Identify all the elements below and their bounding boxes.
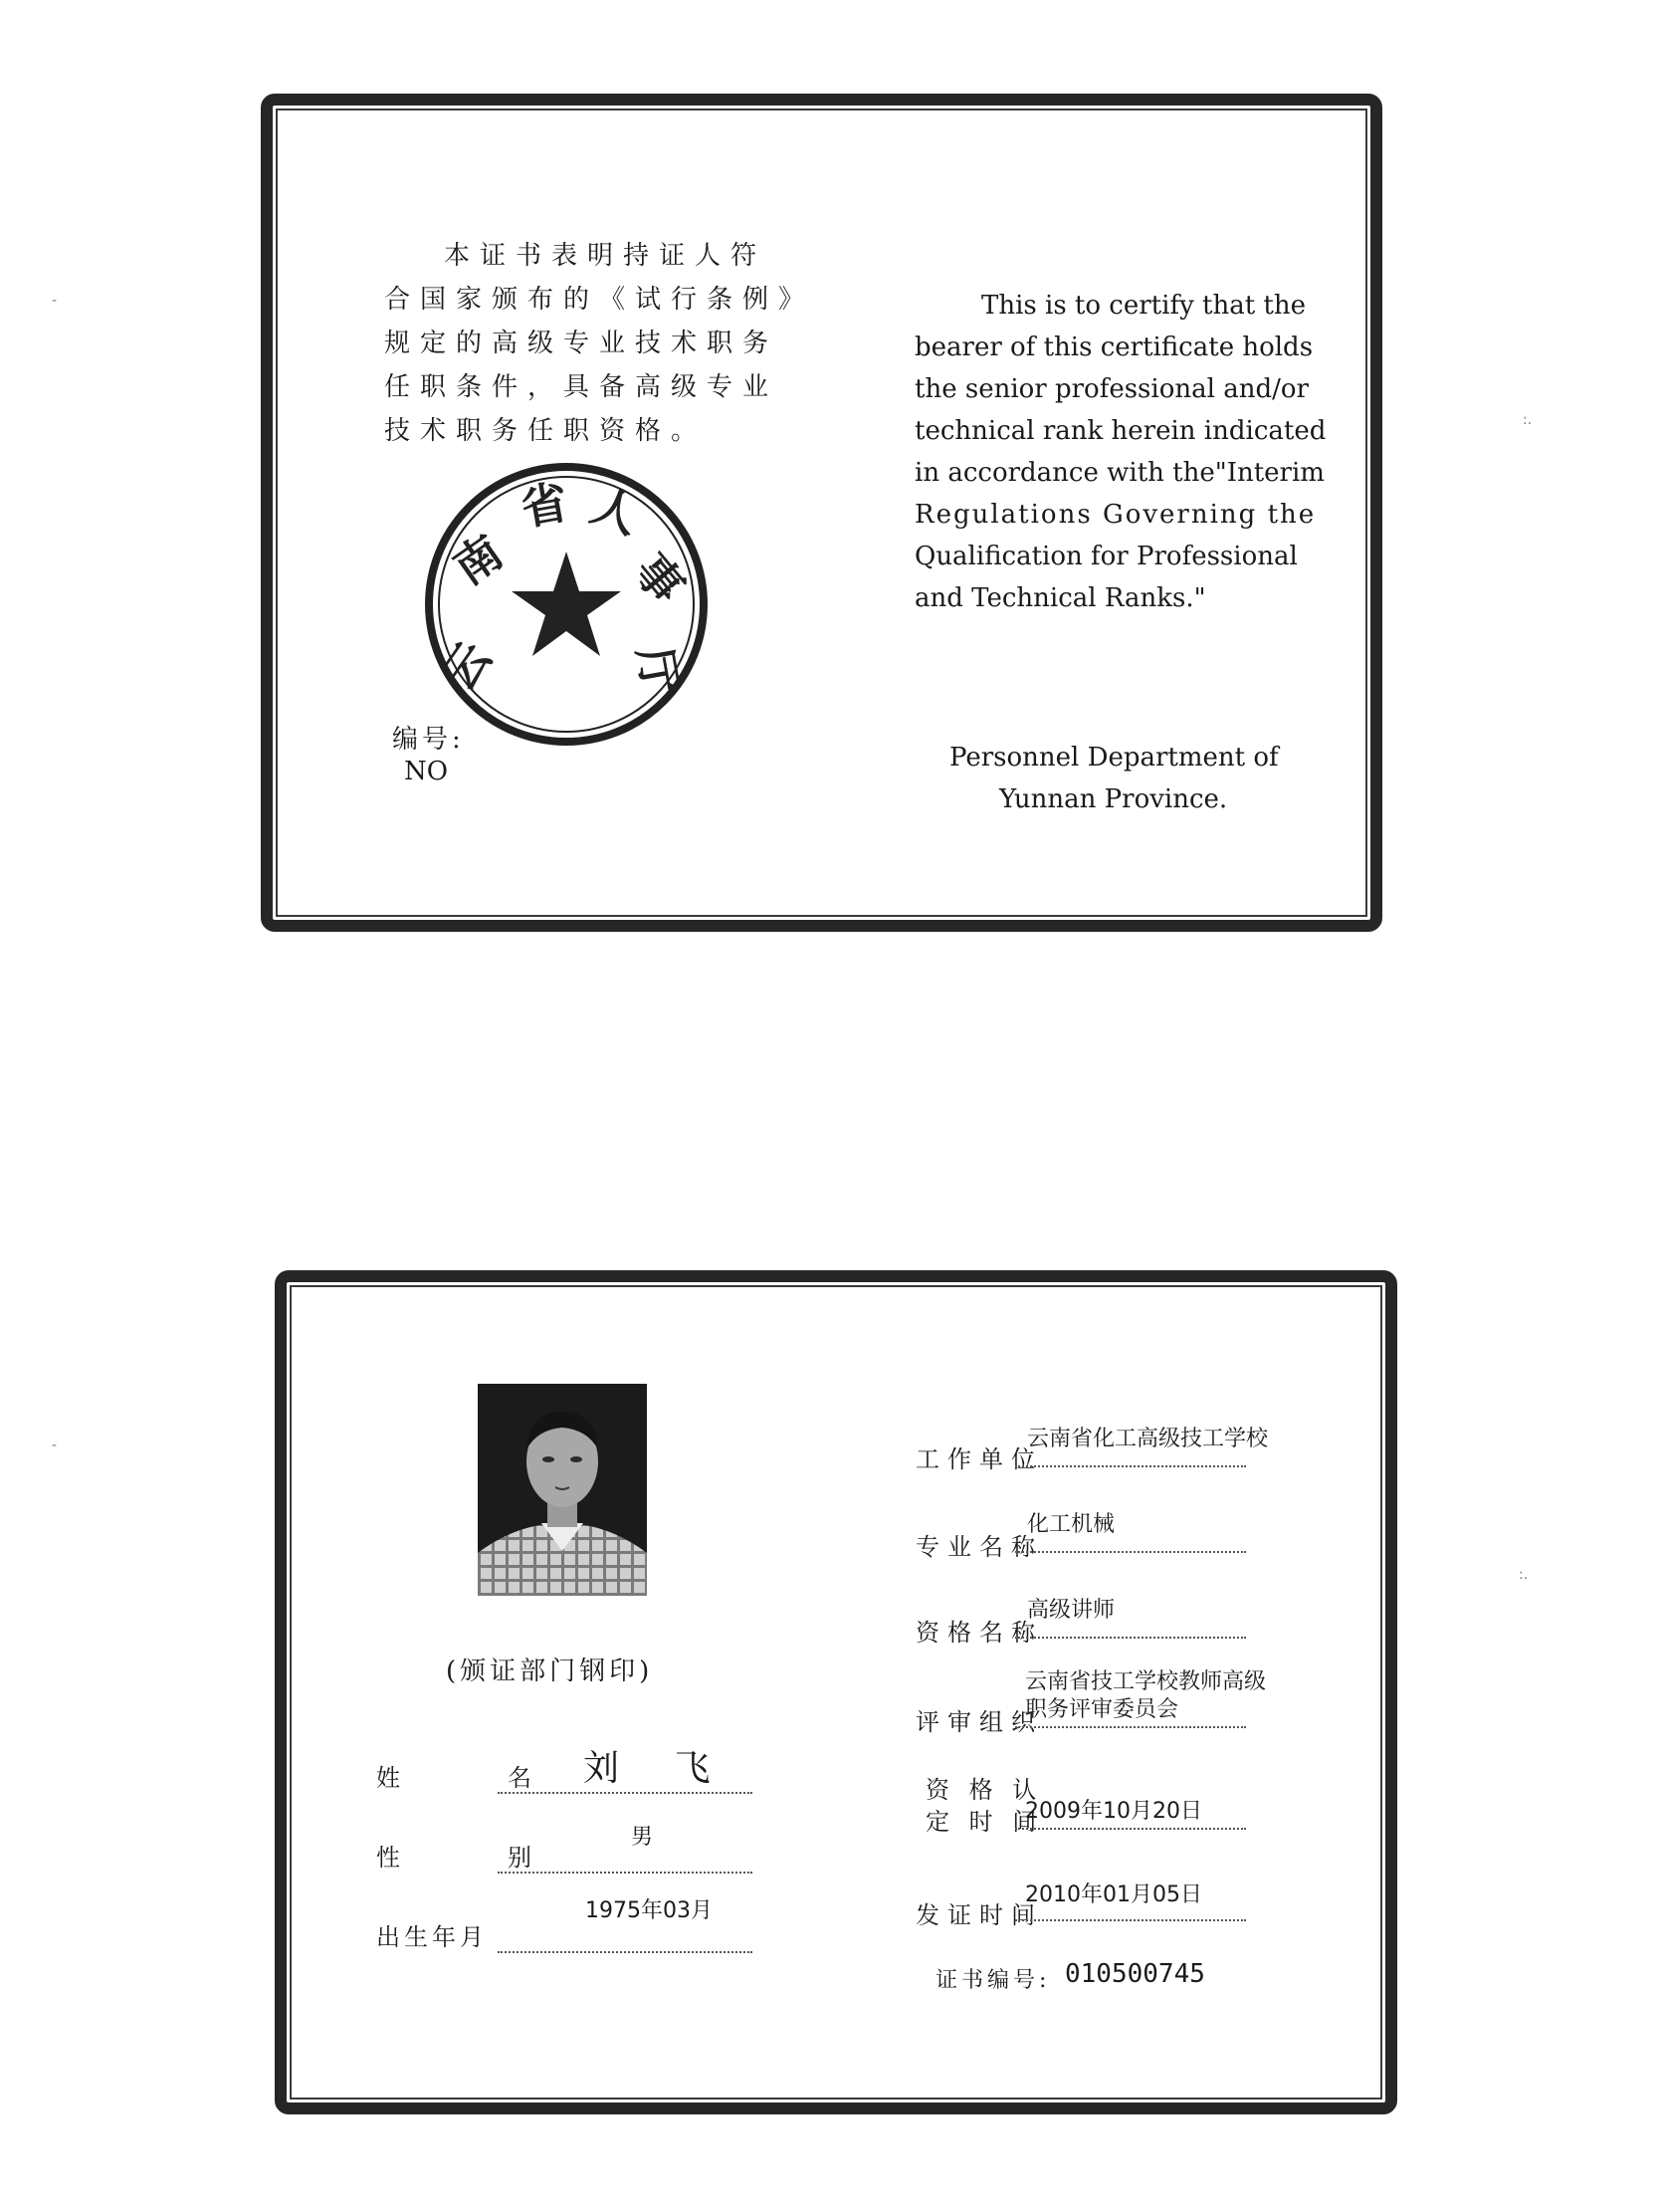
en-statement-line: Regulations Governing the (915, 500, 1317, 530)
issue-date-value: 2010年01月05日 (1025, 1882, 1202, 1907)
certificate-details-page (275, 1270, 1397, 2114)
certificate-cover-page (261, 94, 1382, 932)
en-statement-line: and Technical Ranks." (915, 583, 1206, 613)
number-label-en: NO (404, 757, 449, 786)
issue-date-underline (1015, 1919, 1246, 1921)
name-value: 刘 飞 (583, 1748, 732, 1789)
qualification-underline (1015, 1637, 1246, 1639)
svg-text:人: 人 (584, 478, 646, 545)
portrait-image (478, 1384, 647, 1596)
scan-speck: - (52, 293, 58, 309)
work-unit-underline (1015, 1465, 1246, 1467)
gender-underline (498, 1872, 752, 1874)
cn-statement-line: 合国家颁布的《试行条例》 (384, 285, 815, 315)
official-seal (422, 460, 711, 749)
issuer-line: Yunnan Province. (999, 784, 1228, 814)
svg-text:南: 南 (444, 525, 513, 595)
cert-date-underline (1015, 1828, 1246, 1830)
name-label: 姓 名 (376, 1764, 551, 1792)
holder-photo (478, 1384, 647, 1596)
en-statement-line: in accordance with the"Interim (915, 458, 1325, 488)
review-org-underline (1015, 1726, 1246, 1728)
review-org-value-line2: 职务评审委员会 (1025, 1697, 1179, 1722)
cert-date-label-line1: 资 格 认 (926, 1776, 1043, 1804)
en-statement-line: technical rank herein indicated (915, 416, 1327, 446)
birth-underline (498, 1951, 752, 1953)
cn-statement-line: 本证书表明持证人符 (444, 241, 767, 271)
svg-text:省: 省 (517, 474, 572, 537)
cert-no-value: 010500745 (1065, 1959, 1205, 1989)
major-value: 化工机械 (1027, 1512, 1116, 1537)
review-org-value-line1: 云南省技工学校教师高级 (1025, 1669, 1267, 1694)
qualification-value: 高级讲师 (1027, 1598, 1116, 1623)
name-underline (498, 1792, 752, 1794)
cert-no-label: 证书编号: (936, 1968, 1051, 1993)
issue-date-label: 发证时间 (916, 1901, 1043, 1929)
svg-text:事: 事 (623, 544, 695, 614)
scan-speck: :. (1523, 412, 1533, 428)
svg-text:厅: 厅 (627, 642, 689, 698)
en-statement-line: the senior professional and/or (915, 374, 1309, 404)
major-label: 专业名称 (916, 1533, 1043, 1561)
en-statement-line: bearer of this certificate holds (915, 332, 1314, 362)
cn-statement-line: 规定的高级专业技术职务 (384, 329, 779, 358)
cn-statement-line: 任职条件，具备高级专业 (384, 372, 779, 402)
number-label-cn: 编号: (392, 725, 465, 755)
scan-speck: :. (1519, 1567, 1529, 1583)
cn-statement-line: 技术职务任职资格。 (384, 416, 708, 446)
svg-text:云: 云 (431, 631, 502, 701)
en-statement-line: This is to certify that the (981, 291, 1307, 321)
gender-label: 性 别 (376, 1844, 551, 1872)
scan-speck: - (52, 1438, 58, 1453)
work-unit-value: 云南省化工高级技工学校 (1027, 1427, 1269, 1451)
review-org-label: 评审组织 (916, 1708, 1043, 1736)
birth-value: 1975年03月 (585, 1898, 713, 1923)
cert-date-value: 2009年10月20日 (1025, 1799, 1202, 1824)
work-unit-label: 工作单位 (916, 1445, 1043, 1473)
major-underline (1015, 1551, 1246, 1553)
issuer-line: Personnel Department of (949, 743, 1279, 773)
gender-value: 男 (631, 1825, 654, 1850)
cert-date-label-line2: 定 时 间 (926, 1808, 1043, 1836)
photo-caption: (颁证部门钢印) (446, 1657, 654, 1686)
qualification-label: 资格名称 (916, 1619, 1043, 1647)
birth-label: 出生年月 (376, 1923, 488, 1951)
en-statement-line: Qualification for Professional (915, 542, 1298, 571)
